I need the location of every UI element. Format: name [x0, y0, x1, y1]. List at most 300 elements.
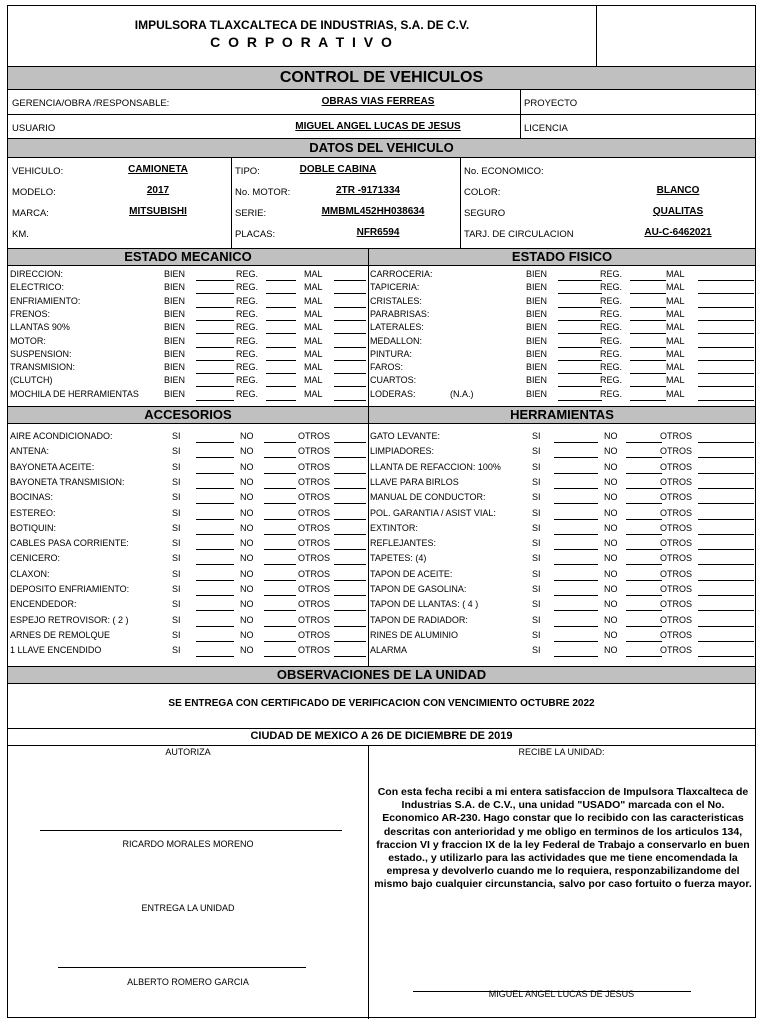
answer-blank[interactable]: [196, 333, 234, 334]
answer-blank[interactable]: [266, 280, 296, 281]
answer-blank[interactable]: [264, 534, 296, 535]
grade-label: OTROS: [660, 553, 693, 564]
answer-blank[interactable]: [630, 293, 666, 294]
answer-blank[interactable]: [626, 626, 662, 627]
answer-blank[interactable]: [266, 293, 296, 294]
grade-label: OTROS: [298, 446, 331, 457]
mecanico-title: ESTADO MECANICO: [8, 248, 368, 266]
answer-blank[interactable]: [558, 360, 602, 361]
grade-label: REG.: [600, 295, 623, 306]
grade-label: NO: [604, 492, 618, 503]
answer-blank[interactable]: [554, 610, 598, 611]
grade-label: OTROS: [298, 645, 331, 656]
placas-value: NFR6594: [356, 227, 400, 238]
answer-blank[interactable]: [554, 473, 598, 474]
answer-blank[interactable]: [698, 373, 754, 374]
checklist-item-label: ALARMA: [370, 645, 408, 656]
answer-blank[interactable]: [196, 641, 234, 642]
grade-label: NO: [604, 645, 618, 656]
grade-label: MAL: [666, 308, 685, 319]
grade-label: SI: [532, 507, 541, 518]
answer-blank[interactable]: [334, 610, 366, 611]
checklist-row: [368, 477, 728, 490]
answer-blank[interactable]: [554, 488, 598, 489]
answer-blank[interactable]: [196, 280, 234, 281]
answer-blank[interactable]: [196, 442, 234, 443]
answer-blank[interactable]: [626, 457, 662, 458]
grade-label: OTROS: [660, 614, 693, 625]
checklist-row: [368, 309, 728, 322]
answer-blank[interactable]: [554, 656, 598, 657]
answer-blank[interactable]: [334, 320, 366, 321]
answer-blank[interactable]: [264, 580, 296, 581]
grade-label: MAL: [666, 375, 685, 386]
checklist-row: [8, 349, 368, 362]
answer-blank[interactable]: [698, 360, 754, 361]
marca-value: MITSUBISHI: [129, 206, 187, 217]
answer-blank[interactable]: [558, 373, 602, 374]
datos-title: DATOS DEL VEHICULO: [8, 138, 755, 158]
grade-label: NO: [240, 614, 254, 625]
answer-blank[interactable]: [334, 400, 366, 401]
checklist-row: [368, 508, 728, 521]
checklist-row: [8, 553, 368, 566]
answer-blank[interactable]: [698, 386, 754, 387]
answer-blank[interactable]: [266, 320, 296, 321]
vehiculo-label: VEHICULO:: [12, 166, 64, 177]
grade-label: REG.: [600, 375, 623, 386]
answer-blank[interactable]: [698, 519, 754, 520]
answer-blank[interactable]: [698, 488, 754, 489]
answer-blank[interactable]: [264, 473, 296, 474]
grade-label: OTROS: [298, 614, 331, 625]
answer-blank[interactable]: [698, 564, 754, 565]
grade-label: OTROS: [660, 522, 693, 533]
grade-label: OTROS: [660, 507, 693, 518]
answer-blank[interactable]: [334, 626, 366, 627]
grade-label: OTROS: [660, 584, 693, 594]
grade-label: REG.: [600, 362, 623, 373]
grade-label: OTROS: [298, 492, 331, 503]
answer-blank[interactable]: [698, 400, 754, 401]
checklist-row: [368, 645, 728, 658]
answer-blank[interactable]: [626, 534, 662, 535]
answer-blank[interactable]: [334, 580, 366, 581]
answer-blank[interactable]: [554, 503, 598, 504]
answer-blank[interactable]: [196, 373, 234, 374]
grade-label: NO: [604, 461, 618, 472]
answer-blank[interactable]: [554, 564, 598, 565]
answer-blank[interactable]: [626, 488, 662, 489]
answer-blank[interactable]: [334, 457, 366, 458]
answer-blank[interactable]: [698, 641, 754, 642]
answer-blank[interactable]: [334, 347, 366, 348]
answer-blank[interactable]: [196, 503, 234, 504]
economico-label: No. ECONOMICO:: [464, 166, 544, 177]
answer-blank[interactable]: [264, 519, 296, 520]
km-label: KM.: [12, 229, 29, 240]
answer-blank[interactable]: [264, 610, 296, 611]
answer-blank[interactable]: [698, 333, 754, 334]
grade-label: NO: [604, 538, 618, 549]
answer-blank[interactable]: [554, 519, 598, 520]
datos-col-divider: [231, 158, 232, 248]
color-value: BLANCO: [656, 185, 700, 196]
checklist-row: [8, 462, 368, 475]
answer-blank[interactable]: [626, 519, 662, 520]
grade-label: REG.: [236, 335, 259, 346]
answer-blank[interactable]: [334, 656, 366, 657]
checklist-row: [8, 615, 368, 628]
motor-value: 2TR -9171334: [336, 185, 400, 196]
grade-label: OTROS: [660, 629, 693, 640]
grade-label: OTROS: [660, 599, 693, 610]
answer-blank[interactable]: [554, 534, 598, 535]
answer-blank[interactable]: [334, 333, 366, 334]
answer-blank[interactable]: [698, 580, 754, 581]
entrega-signature-line: [58, 967, 306, 968]
checklist-item-label: REFLEJANTES:: [370, 538, 437, 549]
grade-label: MAL: [304, 295, 323, 306]
checklist-item-label: CENICERO:: [10, 553, 61, 564]
grade-label: SI: [532, 629, 541, 640]
checklist-item-label: CRISTALES:: [370, 295, 422, 306]
checklist-item-label: ELECTRICO:: [10, 282, 65, 293]
checklist-row: [368, 362, 728, 375]
answer-blank[interactable]: [334, 488, 366, 489]
answer-blank[interactable]: [626, 580, 662, 581]
grade-label: OTROS: [298, 538, 331, 549]
answer-blank[interactable]: [264, 549, 296, 550]
answer-blank[interactable]: [196, 519, 234, 520]
answer-blank[interactable]: [698, 656, 754, 657]
answer-blank[interactable]: [266, 386, 296, 387]
answer-blank[interactable]: [196, 320, 234, 321]
answer-blank[interactable]: [264, 595, 296, 596]
vehiculo-value: CAMIONETA: [128, 164, 188, 175]
checklist-item-label: FAROS:: [370, 362, 404, 373]
answer-blank[interactable]: [266, 400, 296, 401]
checklist-item-label: TAPON DE LLANTAS: ( 4 ): [370, 599, 479, 610]
answer-blank[interactable]: [334, 293, 366, 294]
answer-blank[interactable]: [196, 549, 234, 550]
answer-blank[interactable]: [698, 626, 754, 627]
grade-label: BIEN: [164, 322, 186, 333]
answer-blank[interactable]: [626, 442, 662, 443]
answer-blank[interactable]: [266, 347, 296, 348]
checklist-item-label: SUSPENSION:: [10, 348, 72, 359]
grade-label: SI: [172, 476, 181, 487]
checklist-row: [8, 389, 368, 402]
checklist-row: [368, 553, 728, 566]
answer-blank[interactable]: [554, 549, 598, 550]
answer-blank[interactable]: [558, 280, 602, 281]
answer-blank[interactable]: [630, 386, 666, 387]
grade-label: SI: [532, 599, 541, 610]
grade-label: SI: [532, 584, 541, 594]
answer-blank[interactable]: [266, 373, 296, 374]
checklist-item-label: TRANSMISION:: [10, 362, 76, 373]
answer-blank[interactable]: [626, 641, 662, 642]
recibe-label: RECIBE LA UNIDAD:: [518, 747, 605, 757]
answer-blank[interactable]: [626, 503, 662, 504]
grade-label: MAL: [666, 335, 685, 346]
answer-blank[interactable]: [266, 333, 296, 334]
answer-blank[interactable]: [558, 400, 602, 401]
grade-label: NO: [604, 507, 618, 518]
checklist-item-label: FRENOS:: [10, 308, 51, 319]
checklist-item-label: POL. GARANTIA / ASIST VIAL:: [370, 507, 496, 518]
checklist-row: [8, 362, 368, 375]
answer-blank[interactable]: [626, 595, 662, 596]
checklist-item-label: TAPON DE ACEITE:: [370, 568, 453, 579]
grade-label: REG.: [236, 388, 259, 399]
answer-blank[interactable]: [626, 549, 662, 550]
answer-blank[interactable]: [630, 320, 666, 321]
answer-blank[interactable]: [554, 641, 598, 642]
checklist-item-label: TAPON DE RADIADOR:: [370, 614, 468, 625]
checklist-item-label: ARNES DE REMOLQUE: [10, 629, 111, 640]
autoriza-signature-line: [40, 830, 342, 831]
grade-label: REG.: [236, 282, 259, 293]
answer-blank[interactable]: [334, 360, 366, 361]
grade-label: MAL: [304, 348, 323, 359]
answer-blank[interactable]: [554, 457, 598, 458]
answer-blank[interactable]: [196, 400, 234, 401]
answer-blank[interactable]: [266, 307, 296, 308]
tarjeta-label: TARJ. DE CIRCULACION: [464, 229, 574, 240]
grade-label: MAL: [304, 322, 323, 333]
answer-blank[interactable]: [334, 549, 366, 550]
grade-label: BIEN: [526, 308, 548, 319]
answer-blank[interactable]: [196, 488, 234, 489]
checklist-row: [368, 296, 728, 309]
answer-blank[interactable]: [698, 457, 754, 458]
answer-blank[interactable]: [698, 595, 754, 596]
answer-blank[interactable]: [630, 333, 666, 334]
grade-label: OTROS: [298, 431, 331, 441]
header-divider: [596, 6, 597, 66]
answer-blank[interactable]: [630, 347, 666, 348]
answer-blank[interactable]: [196, 564, 234, 565]
answer-blank[interactable]: [558, 333, 602, 334]
answer-blank[interactable]: [334, 307, 366, 308]
answer-blank[interactable]: [264, 564, 296, 565]
grade-label: REG.: [236, 348, 259, 359]
answer-blank[interactable]: [334, 373, 366, 374]
answer-blank[interactable]: [698, 534, 754, 535]
grade-label: MAL: [304, 282, 323, 293]
answer-blank[interactable]: [196, 293, 234, 294]
answer-blank[interactable]: [558, 293, 602, 294]
answer-blank[interactable]: [698, 293, 754, 294]
grade-label: SI: [532, 431, 541, 441]
answer-blank[interactable]: [196, 307, 234, 308]
answer-blank[interactable]: [698, 442, 754, 443]
grade-label: BIEN: [526, 362, 548, 373]
answer-blank[interactable]: [698, 280, 754, 281]
checklist-row: [368, 336, 728, 349]
answer-blank[interactable]: [264, 656, 296, 657]
answer-blank[interactable]: [626, 610, 662, 611]
modelo-value: 2017: [146, 185, 170, 196]
grade-label: REG.: [236, 375, 259, 386]
grade-label: SI: [532, 553, 541, 564]
grade-label: SI: [532, 538, 541, 549]
grade-label: NO: [604, 599, 618, 610]
marca-label: MARCA:: [12, 208, 49, 219]
answer-blank[interactable]: [554, 595, 598, 596]
answer-blank[interactable]: [334, 442, 366, 443]
checklist-item-label: ESTEREO:: [10, 507, 56, 518]
answer-blank[interactable]: [334, 564, 366, 565]
answer-blank[interactable]: [698, 307, 754, 308]
checklist-item-label: MANUAL DE CONDUCTOR:: [370, 492, 486, 503]
grade-label: SI: [172, 446, 181, 457]
grade-label: SI: [172, 553, 181, 564]
grade-label: BIEN: [526, 282, 548, 293]
grade-label: BIEN: [164, 388, 186, 399]
answer-blank[interactable]: [196, 656, 234, 657]
recibe-texto: Con esta fecha recibi a mi entera satisfaccion de Impulsora Tlaxcalteca de Industrias S.A. de C.V., una unidad "USADO" marcada con el No. Economico AR-230. Hago constar que lo recibido con las caracteristicas descritas con anterioridad y me obligo en terminos de los articulos 134, fraccion VI y fraccion IX de la ley Federal de Trabajo a conservarlo en buen estado., y utilizarlo para las actividades que me tiene encomendada la empresa y devolverlo cuando me lo requiera, responzabilizandome del mismo bajo cualquier circunstancia, salvo por caso fortuito o fuerza mayor.: [374, 786, 752, 891]
herramientas-title: HERRAMIENTAS: [368, 406, 755, 424]
grade-label: NO: [604, 446, 618, 457]
answer-blank[interactable]: [196, 610, 234, 611]
answer-blank[interactable]: [334, 641, 366, 642]
answer-blank[interactable]: [630, 307, 666, 308]
answer-blank[interactable]: [264, 442, 296, 443]
answer-blank[interactable]: [334, 473, 366, 474]
firmas-divider: [368, 745, 369, 1019]
vehicle-control-form: [7, 5, 756, 1018]
checklist-item-label: 1 LLAVE ENCENDIDO: [10, 645, 102, 656]
checklist-row: [8, 431, 368, 444]
answer-blank[interactable]: [334, 280, 366, 281]
checklist-row: [8, 375, 368, 388]
answer-blank[interactable]: [196, 386, 234, 387]
answer-blank[interactable]: [196, 473, 234, 474]
observaciones-text: SE ENTREGA CON CERTIFICADO DE VERIFICACION CON VENCIMIENTO OCTUBRE 2022: [168, 698, 595, 709]
answer-blank[interactable]: [264, 626, 296, 627]
grade-label: NO: [240, 538, 254, 549]
answer-blank[interactable]: [626, 564, 662, 565]
grade-label: REG.: [600, 322, 623, 333]
checklist-item-label: CLAXON:: [10, 568, 50, 579]
answer-blank[interactable]: [554, 580, 598, 581]
answer-blank[interactable]: [196, 626, 234, 627]
answer-blank[interactable]: [334, 503, 366, 504]
grade-label: SI: [532, 522, 541, 533]
answer-blank[interactable]: [334, 534, 366, 535]
answer-blank[interactable]: [698, 320, 754, 321]
answer-blank[interactable]: [196, 534, 234, 535]
answer-blank[interactable]: [264, 503, 296, 504]
checklist-row: [368, 523, 728, 536]
checklist-item-label: MEDALLON:: [370, 335, 423, 346]
answer-blank[interactable]: [196, 360, 234, 361]
answer-blank[interactable]: [196, 457, 234, 458]
answer-blank[interactable]: [630, 360, 666, 361]
answer-blank[interactable]: [334, 519, 366, 520]
checklist-row: [8, 477, 368, 490]
grade-label: MAL: [666, 362, 685, 373]
grade-label: SI: [172, 507, 181, 518]
answer-blank[interactable]: [266, 360, 296, 361]
grade-label: OTROS: [298, 553, 331, 564]
checklist-row: [8, 508, 368, 521]
grade-label: BIEN: [164, 335, 186, 346]
checklist-row: [8, 309, 368, 322]
grade-label: NO: [240, 461, 254, 472]
checklist-row: [368, 431, 728, 444]
grade-label: MAL: [666, 282, 685, 293]
checklist-item-label: TAPON DE GASOLINA:: [370, 584, 467, 594]
answer-blank[interactable]: [264, 488, 296, 489]
na-note: (N.A.): [450, 388, 474, 399]
grade-label: REG.: [236, 308, 259, 319]
answer-blank[interactable]: [196, 347, 234, 348]
answer-blank[interactable]: [626, 656, 662, 657]
answer-blank[interactable]: [196, 595, 234, 596]
checklist-item-label: MOCHILA DE HERRAMIENTAS: [10, 388, 139, 399]
grade-label: SI: [172, 614, 181, 625]
divider: [8, 728, 755, 729]
seguro-value: QUALITAS: [652, 206, 704, 217]
gerencia-label: GERENCIA/OBRA /RESPONSABLE:: [12, 98, 170, 109]
answer-blank[interactable]: [264, 457, 296, 458]
divider: [8, 745, 755, 746]
grade-label: SI: [172, 568, 181, 579]
answer-blank[interactable]: [698, 549, 754, 550]
answer-blank[interactable]: [630, 280, 666, 281]
answer-blank[interactable]: [264, 641, 296, 642]
grade-label: REG.: [236, 269, 259, 279]
checklist-item-label: GATO LEVANTE:: [370, 431, 441, 441]
answer-blank[interactable]: [698, 610, 754, 611]
observaciones-title: OBSERVACIONES DE LA UNIDAD: [8, 666, 755, 684]
grade-label: SI: [172, 599, 181, 610]
grade-label: NO: [604, 553, 618, 564]
checklist-item-label: AIRE ACONDICIONADO:: [10, 431, 113, 441]
answer-blank[interactable]: [698, 347, 754, 348]
answer-blank[interactable]: [558, 386, 602, 387]
answer-blank[interactable]: [334, 595, 366, 596]
checklist-item-label: ESPEJO RETROVISOR: ( 2 ): [10, 614, 129, 625]
grade-label: SI: [532, 492, 541, 503]
answer-blank[interactable]: [698, 473, 754, 474]
answer-blank[interactable]: [554, 442, 598, 443]
seguro-label: SEGURO: [464, 208, 506, 219]
answer-blank[interactable]: [630, 400, 666, 401]
answer-blank[interactable]: [630, 373, 666, 374]
answer-blank[interactable]: [196, 580, 234, 581]
answer-blank[interactable]: [626, 473, 662, 474]
answer-blank[interactable]: [334, 386, 366, 387]
grade-label: NO: [604, 614, 618, 625]
answer-blank[interactable]: [698, 503, 754, 504]
grade-label: SI: [532, 568, 541, 579]
answer-blank[interactable]: [558, 307, 602, 308]
grade-label: NO: [240, 629, 254, 640]
answer-blank[interactable]: [558, 320, 602, 321]
grade-label: REG.: [600, 348, 623, 359]
licencia-label: LICENCIA: [524, 123, 568, 134]
usuario-value: MIGUEL ANGEL LUCAS DE JESUS: [295, 121, 461, 132]
answer-blank[interactable]: [554, 626, 598, 627]
answer-blank[interactable]: [558, 347, 602, 348]
autoriza-label: AUTORIZA: [165, 747, 211, 757]
grade-label: OTROS: [298, 584, 331, 594]
